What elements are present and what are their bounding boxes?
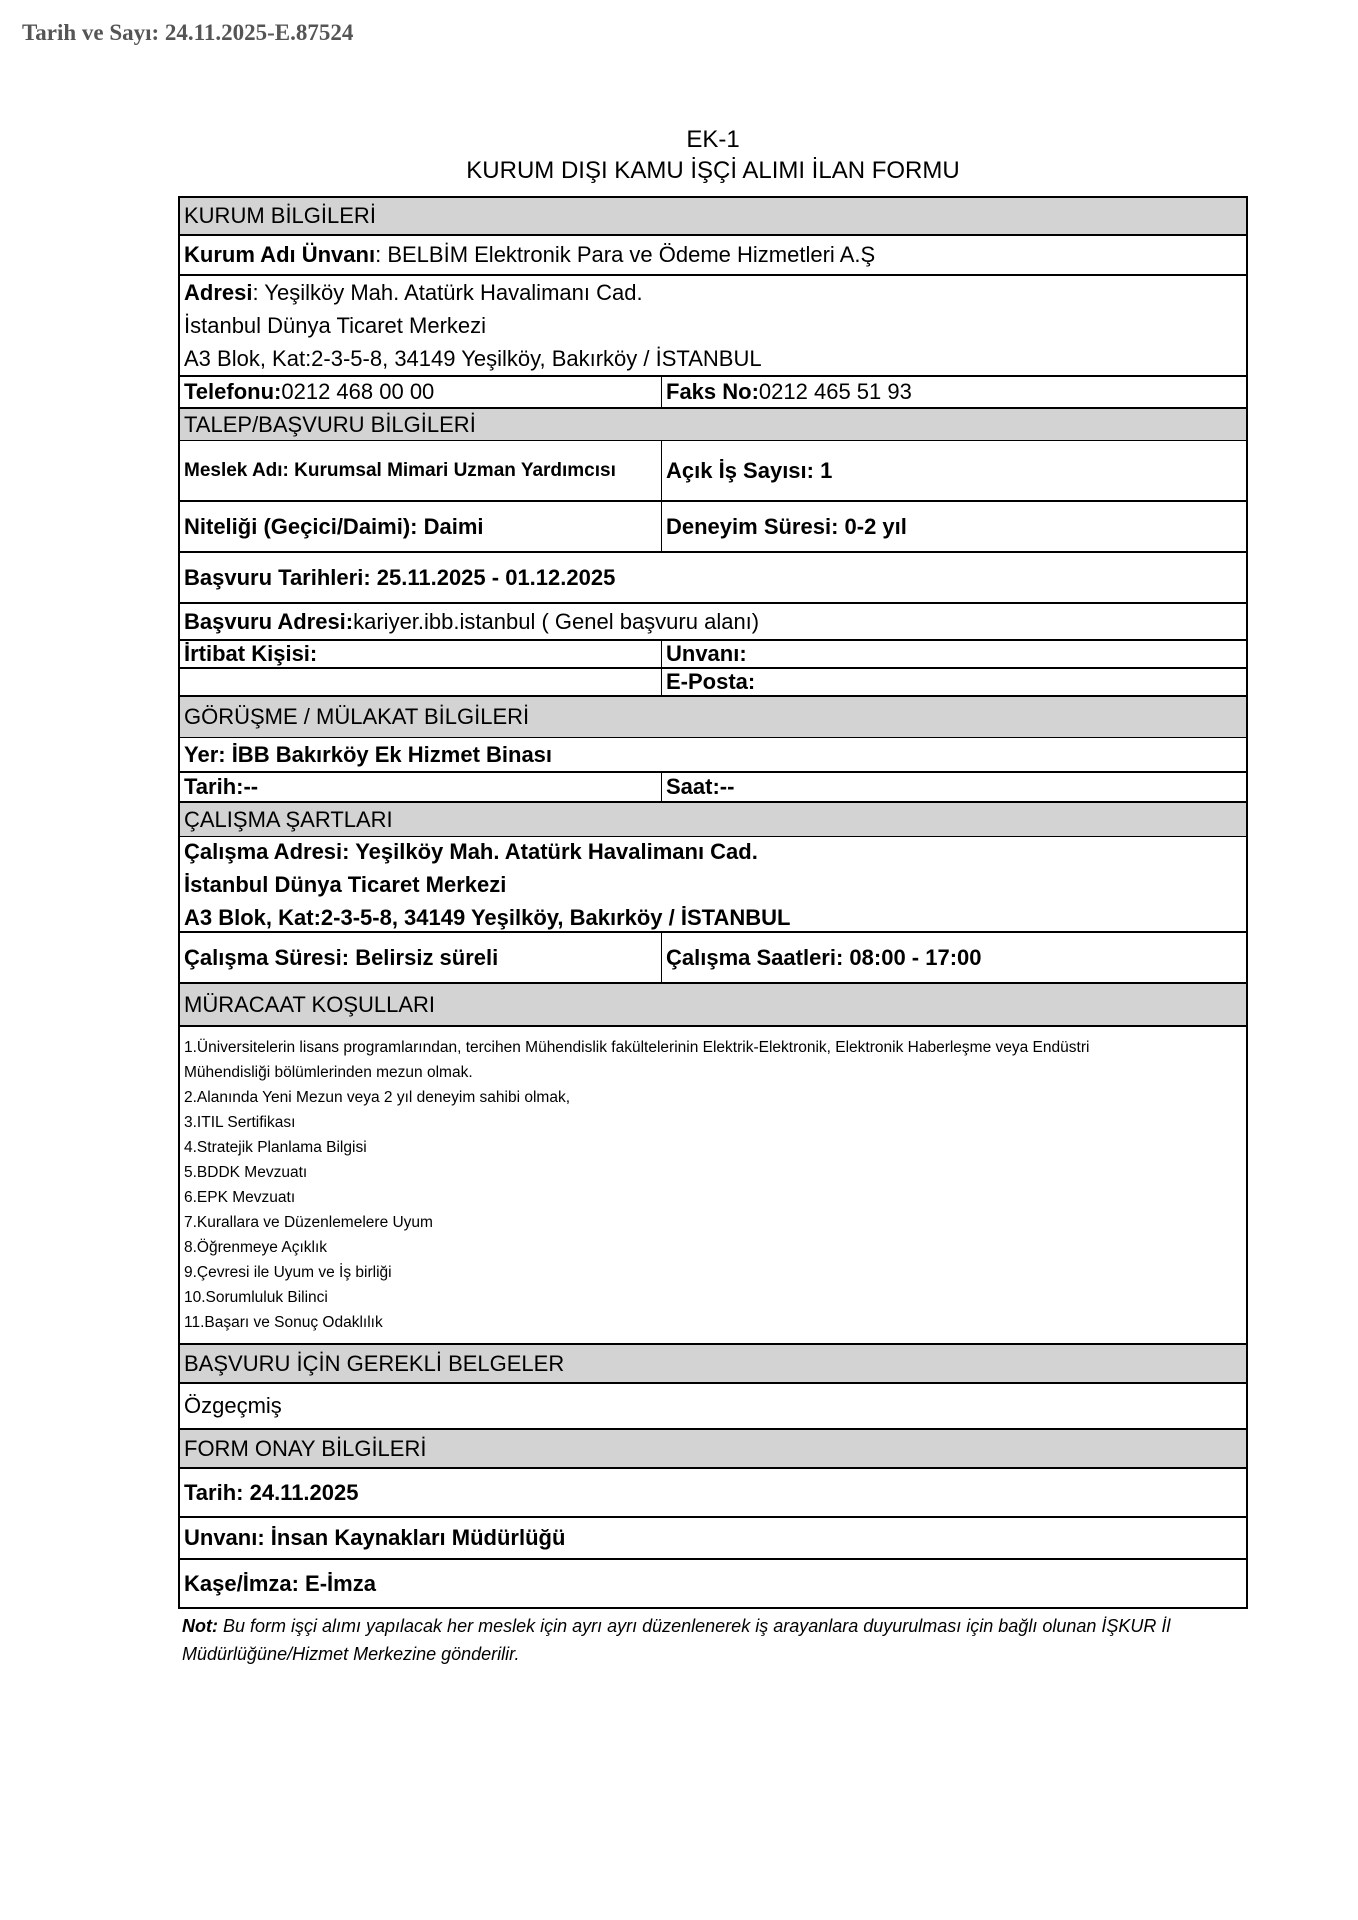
row-basvuru-adresi: [180, 604, 1246, 641]
requirement-item: 8.Öğrenmeye Açıklık: [184, 1239, 328, 1256]
calisma-adresi-line3: A3 Blok, Kat:2-3-5-8, 34149 Yeşilköy, Bakırköy / İSTANBUL: [184, 904, 791, 930]
irtibat-unvani: Unvanı:: [666, 641, 747, 666]
calisma-suresi: Çalışma Süresi: Belirsiz süreli: [180, 933, 662, 982]
row-onay-tarih: [180, 1469, 1246, 1518]
requirements-list: [180, 1027, 1246, 1343]
requirement-item: 5.BDDK Mevzuatı: [184, 1164, 308, 1181]
row-kurum-name: [180, 236, 1246, 276]
requirement-item: 4.Stratejik Planlama Bilgisi: [184, 1139, 367, 1156]
irtibat-eposta: E-Posta:: [666, 669, 756, 694]
note-label: Not:: [182, 1616, 218, 1636]
gerekli-belge: Özgeçmiş: [184, 1393, 282, 1418]
fax-label: Faks No:: [666, 379, 759, 404]
basvuru-tarihleri: Başvuru Tarihleri: 25.11.2025 - 01.12.2025: [184, 564, 616, 590]
section-talep-title: TALEP/BAŞVURU BİLGİLERİ: [184, 411, 476, 437]
row-eposta: [180, 669, 1246, 697]
section-onay: [180, 1430, 1246, 1469]
section-kurum: [180, 198, 1246, 236]
requirement-item: 6.EPK Mevzuatı: [184, 1189, 296, 1206]
kurum-name-label: Kurum Adı Ünvanı: [184, 242, 376, 267]
section-onay-title: FORM ONAY BİLGİLERİ: [184, 1435, 427, 1461]
row-muracaat-items: [180, 1027, 1246, 1345]
requirement-item: 2.Alanında Yeni Mezun veya 2 yıl deneyim sahibi olmak,: [184, 1089, 571, 1106]
section-calisma: [180, 803, 1246, 837]
section-muracaat: [180, 984, 1246, 1027]
requirement-item: 9.Çevresi ile Uyum ve İş birliği: [184, 1264, 392, 1281]
section-belgeler-title: BAŞVURU İÇİN GEREKLİ BELGELER: [184, 1350, 565, 1376]
calisma-saatleri: Çalışma Saatleri: 08:00 - 17:00: [666, 944, 982, 970]
row-yer: [180, 738, 1246, 773]
section-calisma-title: ÇALIŞMA ŞARTLARI: [184, 806, 393, 832]
phone-value: 0212 468 00 00: [281, 379, 435, 404]
acik-is-sayisi: Açık İş Sayısı: 1: [666, 457, 833, 483]
kurum-address-line1: : Yeşilköy Mah. Atatürk Havalimanı Cad.: [252, 280, 643, 305]
fax-value: 0212 465 51 93: [758, 379, 912, 404]
section-muracaat-title: MÜRACAAT KOŞULLARI: [184, 991, 436, 1017]
gorusme-saat: Saat:--: [666, 774, 735, 799]
row-nitelik: [180, 502, 1246, 553]
document-date-number: Tarih ve Sayı: 24.11.2025-E.87524: [22, 20, 354, 45]
meslek-adi: Meslek Adı: Kurumsal Mimari Uzman Yardımcısı: [180, 441, 662, 500]
calisma-adresi-line1: Çalışma Adresi: Yeşilköy Mah. Atatürk Havalimanı Cad.: [184, 838, 758, 864]
section-gorusme-title: GÖRÜŞME / MÜLAKAT BİLGİLERİ: [184, 704, 530, 729]
irtibat-kisisi: İrtibat Kişisi:: [180, 641, 662, 667]
row-calisma-sure: [180, 933, 1246, 984]
calisma-adresi-line2: İstanbul Dünya Ticaret Merkezi: [184, 871, 507, 897]
row-basvuru-tarihleri: [180, 553, 1246, 604]
requirement-item: 7.Kurallara ve Düzenlemelere Uyum: [184, 1214, 433, 1231]
annex-label: EK-1: [686, 126, 740, 153]
section-talep: [180, 409, 1246, 441]
section-gorusme: [180, 697, 1246, 738]
requirement-item: 11.Başarı ve Sonuç Odaklılık: [184, 1314, 383, 1331]
gorusme-yer: Yer: İBB Bakırköy Ek Hizmet Binası: [184, 741, 553, 767]
row-kurum-contact: [180, 377, 1246, 409]
gorusme-tarih: Tarih:--: [180, 773, 662, 801]
requirement-item: 1.Üniversitelerin lisans programlarından, tercihen Mühendislik fakültelerinin Elektrik-Elektronik, Elektronik Haberleşme veya Endüstri: [184, 1039, 1090, 1056]
onay-tarih: Tarih: 24.11.2025: [184, 1479, 359, 1505]
section-belgeler: [180, 1345, 1246, 1384]
basvuru-adresi-value: kariyer.ibb.istanbul ( Genel başvuru alanı): [353, 608, 760, 634]
basvuru-adresi-label: Başvuru Adresi:: [184, 608, 354, 634]
kurum-address-label: Adresi: [184, 280, 253, 305]
row-meslek: [180, 441, 1246, 502]
kurum-name-value: : BELBİM Elektronik Para ve Ödeme Hizmetleri A.Ş: [375, 242, 876, 267]
requirement-item: Mühendisliği bölümlerinden mezun olmak.: [184, 1064, 473, 1081]
row-onay-unvan: [180, 1518, 1246, 1560]
kase-imza: Kaşe/İmza: E-İmza: [184, 1570, 376, 1596]
row-calisma-adresi: [180, 837, 1246, 933]
form-note: [182, 1612, 1244, 1668]
section-kurum-title: KURUM BİLGİLERİ: [184, 203, 376, 228]
form-title: KURUM DIŞI KAMU İŞÇİ ALIMI İLAN FORMU: [466, 157, 960, 184]
row-onay-imza: [180, 1560, 1246, 1607]
requirement-item: 3.ITIL Sertifikası: [184, 1114, 296, 1131]
row-irtibat: [180, 641, 1246, 669]
onay-unvani: Unvanı: İnsan Kaynakları Müdürlüğü: [184, 1525, 566, 1550]
kurum-address-line2: İstanbul Dünya Ticaret Merkezi: [184, 313, 487, 338]
deneyim-suresi: Deneyim Süresi: 0-2 yıl: [666, 513, 907, 539]
note-text: Bu form işçi alımı yapılacak her meslek için ayrı ayrı düzenlenerek iş arayanlara duyurulması için bağlı olunan İŞKUR İl Müdürlüğüne/Hizmet Merkezine gönderilir.: [182, 1616, 1171, 1664]
row-kurum-address: [180, 276, 1246, 377]
job-posting-form: [178, 196, 1248, 1609]
row-tarih-saat: [180, 773, 1246, 803]
row-belgeler: [180, 1384, 1246, 1430]
nitelik: Niteliği (Geçici/Daimi): Daimi: [180, 502, 662, 551]
requirement-item: 10.Sorumluluk Bilinci: [184, 1289, 328, 1306]
phone-label: Telefonu:: [184, 379, 282, 404]
kurum-address-line3: A3 Blok, Kat:2-3-5-8, 34149 Yeşilköy, Bakırköy / İSTANBUL: [184, 346, 762, 371]
